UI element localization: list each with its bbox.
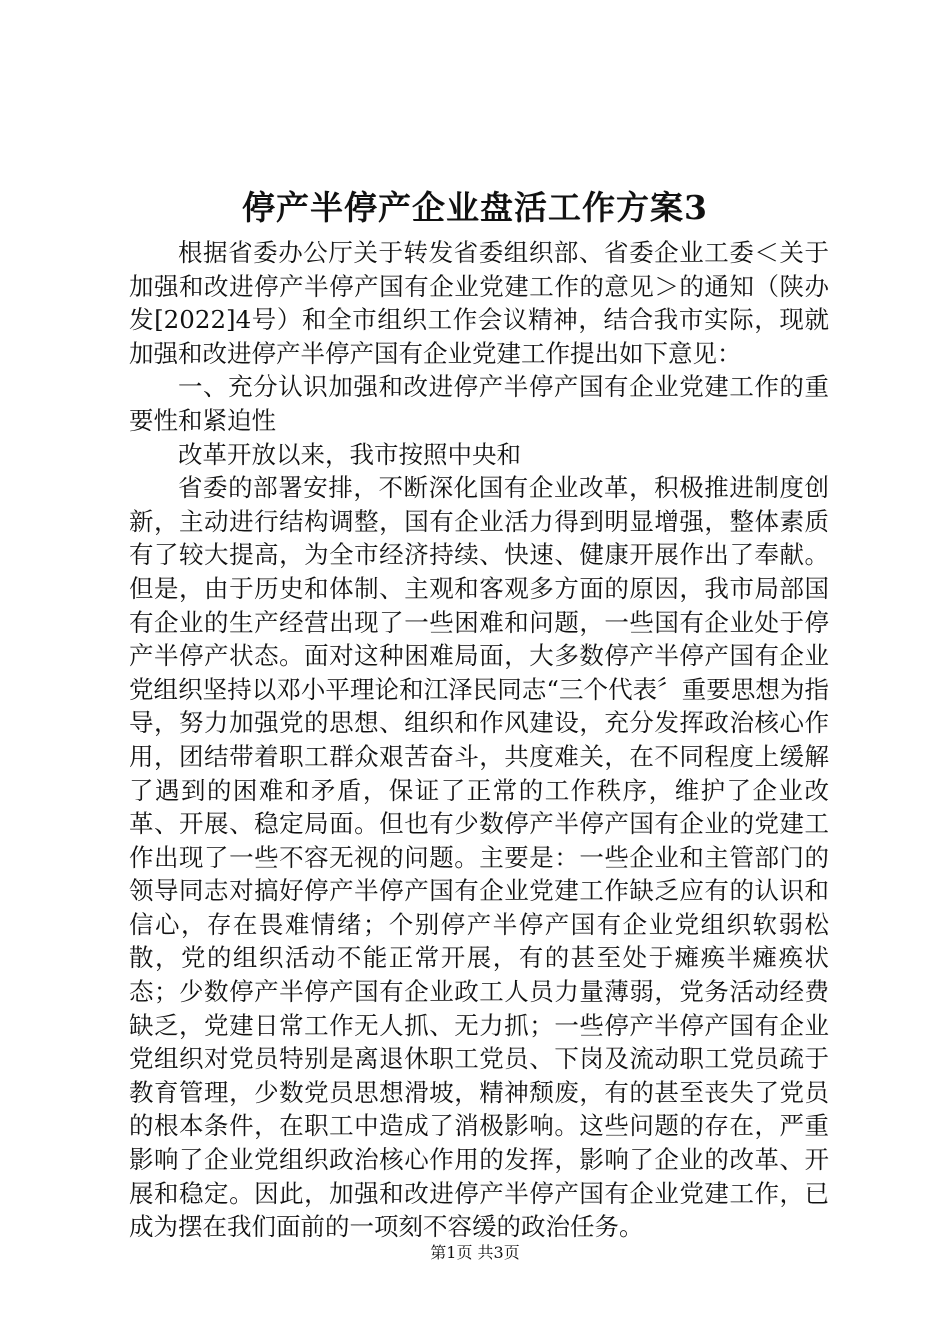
paragraph-main: 省委的部署安排，不断深化国有企业改革，积极推进制度创新，主动进行结构调整，国有企业活力得到明显增强，整体素质有了较大提高，为全市经济持续、快速、健康开展作出了奉献。但是，由于历史和体制、主观和客观多方面的原因，我市局部国有企业的生产经营出现了一些困难和问题，一些国有企业处于停产半停产状态。面对这种困难局面，大多数停产半停产国有企业党组织坚持以邓小平理论和江泽民同志“三个代表〞重要思想为指导，努力加强党的思想、组织和作风建设，充分发挥政治核心作用，团结带着职工群众艰苦奋斗，共度难关，在不同程度上缓解了遇到的困难和矛盾，保证了正常的工作秩序，维护了企业改革、开展、稳定局面。但也有少数停产半停产国有企业的党建工作出现了一些不容无视的问题。主要是：一些企业和主管部门的领导同志对搞好停产半停产国有企业党建工作缺乏应有的认识和信心，存在畏难情绪；个别停产半停产国有企业党组织软弱松散，党的组织活动不能正常开展，有的甚至处于瘫痪半瘫痪状态；少数停产半停产国有企业政工人员力量薄弱，党务活动经费缺乏，党建日常工作无人抓、无力抓；一些停产半停产国有企业党组织对党员特别是离退休职工党员、下岗及流动职工党员疏于教育管理，少数党员思想滑坡，精神颓废，有的甚至丧失了党员的根本条件，在职工中造成了消极影响。这些问题的存在，严重影响了企业党组织政治核心作用的发挥，影响了企业的改革、开展和稳定。因此，加强和改进停产半停产国有企业党建工作，已成为摆在我们面前的一项刻不容缓的政治任务。: [129, 473, 829, 1242]
paragraph-intro: 根据省委办公厅关于转发省委组织部、省委企业工委＜关于加强和改进停产半停产国有企业党建工作的意见＞的通知（陕办发[2022]4号）和全市组织工作会议精神，结合我市实际，现就加强和改进停产半停产国有企业党建工作提出如下意见：: [129, 238, 829, 368]
page-number: 第1页 共3页: [430, 1243, 520, 1262]
paragraph-fragment: 改革开放以来，我市按照中央和: [178, 439, 521, 469]
section-heading: 一、充分认识加强和改进停产半停产国有企业党建工作的重要性和紧迫性: [129, 372, 829, 435]
document-body: [129, 236, 829, 1244]
document-title: 停产半停产企业盘活工作方案3: [242, 188, 708, 227]
